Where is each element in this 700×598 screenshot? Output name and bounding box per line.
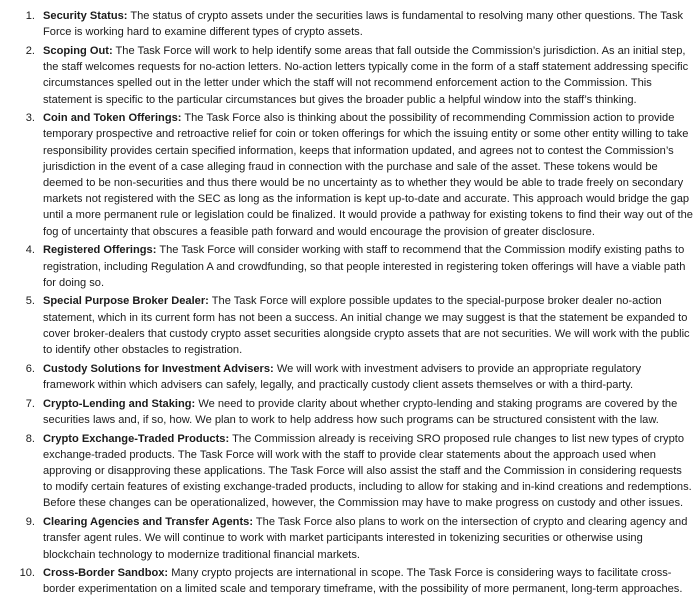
- item-body: [43, 361, 694, 393]
- item-text: The status of crypto assets under the securities laws is fundamental to resolving many other questions. The Task Force is working hard to examine different types of crypto assets.: [43, 10, 684, 39]
- list-item-clearing-agencies: [8, 514, 694, 563]
- item-body: [43, 431, 694, 512]
- item-text: The Commission already is receiving SRO proposed rule changes to list new types of crypto exchange-traded products. The Task Force will work with the staff to provide clear statements about the approach used when approving or disapproving these applications. The Task Force will also assist the staff and the Commission in considering requests to modify certain features of existing exchange-traded products, including to allow for staking and in-kind creations and redemptions. Before these changes can be operationalized, however, the Commission may have to make progress on custody and other issues.: [43, 432, 692, 510]
- item-number: 6.: [25, 362, 35, 375]
- item-term: Special Purpose Broker Dealer:: [43, 295, 209, 308]
- item-body: [43, 396, 694, 428]
- item-text: The Task Force will work to help identify some areas that fall outside the Commission’s jurisdiction. As an initial step, the staff welcomes requests for no-action letters. No-action letters typically come in the form of a staff statement addressing specific circumstances spelled out in the letter under which the staff will not recommend enforcement action to the Commission. This statement is specific to the particular circumstances but gives the broader public a helpful window into the staff’s thinking.: [43, 44, 689, 106]
- item-term: Crypto-Lending and Staking:: [43, 397, 196, 410]
- item-number: 8.: [25, 432, 35, 445]
- list-item-cross-border-sandbox: [8, 565, 694, 597]
- item-term: Clearing Agencies and Transfer Agents:: [43, 516, 254, 529]
- item-body: [43, 43, 694, 108]
- list-item-special-purpose-broker-dealer: [8, 293, 694, 358]
- item-body: [43, 293, 694, 358]
- item-body: [43, 514, 694, 563]
- list-item-coin-and-token-offerings: [8, 110, 694, 240]
- item-body: [43, 565, 694, 597]
- item-body: [43, 242, 694, 291]
- item-number: 10.: [19, 567, 35, 580]
- item-number: 1.: [25, 10, 35, 22]
- list-item-crypto-lending-and-staking: [8, 396, 694, 428]
- item-text: The Task Force also is thinking about the possibility of recommending Commission action to provide temporary prospective and retroactive relief for coin or token offerings for which the issuing entity or some other entity willing to take responsibility provides certain specified information, keeps that information updated, and agrees not to contest the Commission’s jurisdiction in the event of a case alleging fraud in connection with the purchase and sale of the asset. These tokens would be deemed to be non-securities and thus there would be no uncertainty as to whether they would be able to trade freely on secondary markets not registered with the SEC as long as the information is kept up-to-date and accurate. This approach would bridge the gap until a more permanent rule or legislation could be finalized. It would provide a pathway for existing tokens to find their way out of the fog of uncertainty that obscures a feasible path forward and would encourage the provision of greater disclosure.: [43, 112, 693, 238]
- list-item-crypto-exchange-traded-products: [8, 431, 694, 512]
- item-number: 5.: [25, 295, 35, 308]
- item-body: [43, 110, 694, 240]
- item-term: Scoping Out:: [43, 44, 113, 57]
- list-item-security-status: [8, 8, 694, 40]
- item-text: The Task Force also plans to work on the intersection of crypto and clearing agency and transfer agent rules. We will continue to work with market participants interested in tokenizing securities or otherwise using blockchain technology to modernize traditional financial markets.: [43, 516, 688, 561]
- item-term: Registered Offerings:: [43, 244, 157, 257]
- item-term: Security Status:: [43, 10, 128, 22]
- item-number: 3.: [25, 112, 35, 125]
- item-text: The Task Force will explore possible updates to the special-purpose broker dealer no-action statement, which in its current form has not been a success. An initial change we may suggest is that the statement be expanded to cover broker-dealers that custody crypto asset securities alongside crypto assets that are not securities. We will work with the public to identify other obstacles to registration.: [43, 295, 690, 357]
- item-number: 4.: [25, 244, 35, 257]
- task-force-priorities-list: [8, 8, 694, 598]
- item-term: Custody Solutions for Investment Advisers:: [43, 362, 274, 375]
- item-text: We need to provide clarity about whether crypto-lending and staking programs are covered by the securities laws and, if so, how. We plan to work to help address how such programs can be structured consistent with the law.: [43, 397, 678, 426]
- item-text: Many crypto projects are international in scope. The Task Force is considering ways to facilitate cross-border experimentation on a limited scale and temporary timeframe, with the possibility of more permanent, long-term approaches.: [43, 567, 683, 596]
- item-term: Crypto Exchange-Traded Products:: [43, 432, 230, 445]
- item-body: [43, 8, 694, 40]
- item-text: We will work with investment advisers to provide an appropriate regulatory framework within which advisers can safely, legally, and practically custody client assets themselves or with a third-party.: [43, 362, 642, 391]
- item-text: The Task Force will consider working with staff to recommend that the Commission modify existing paths to registration, including Regulation A and crowdfunding, so that people interested in registering token offerings will have a viable path for doing so.: [43, 244, 686, 289]
- item-number: 9.: [25, 516, 35, 529]
- item-number: 7.: [25, 397, 35, 410]
- item-number: 2.: [25, 44, 35, 57]
- item-term: Coin and Token Offerings:: [43, 112, 182, 125]
- item-term: Cross-Border Sandbox:: [43, 567, 169, 580]
- list-item-custody-solutions: [8, 361, 694, 393]
- list-item-scoping-out: [8, 43, 694, 108]
- list-item-registered-offerings: [8, 242, 694, 291]
